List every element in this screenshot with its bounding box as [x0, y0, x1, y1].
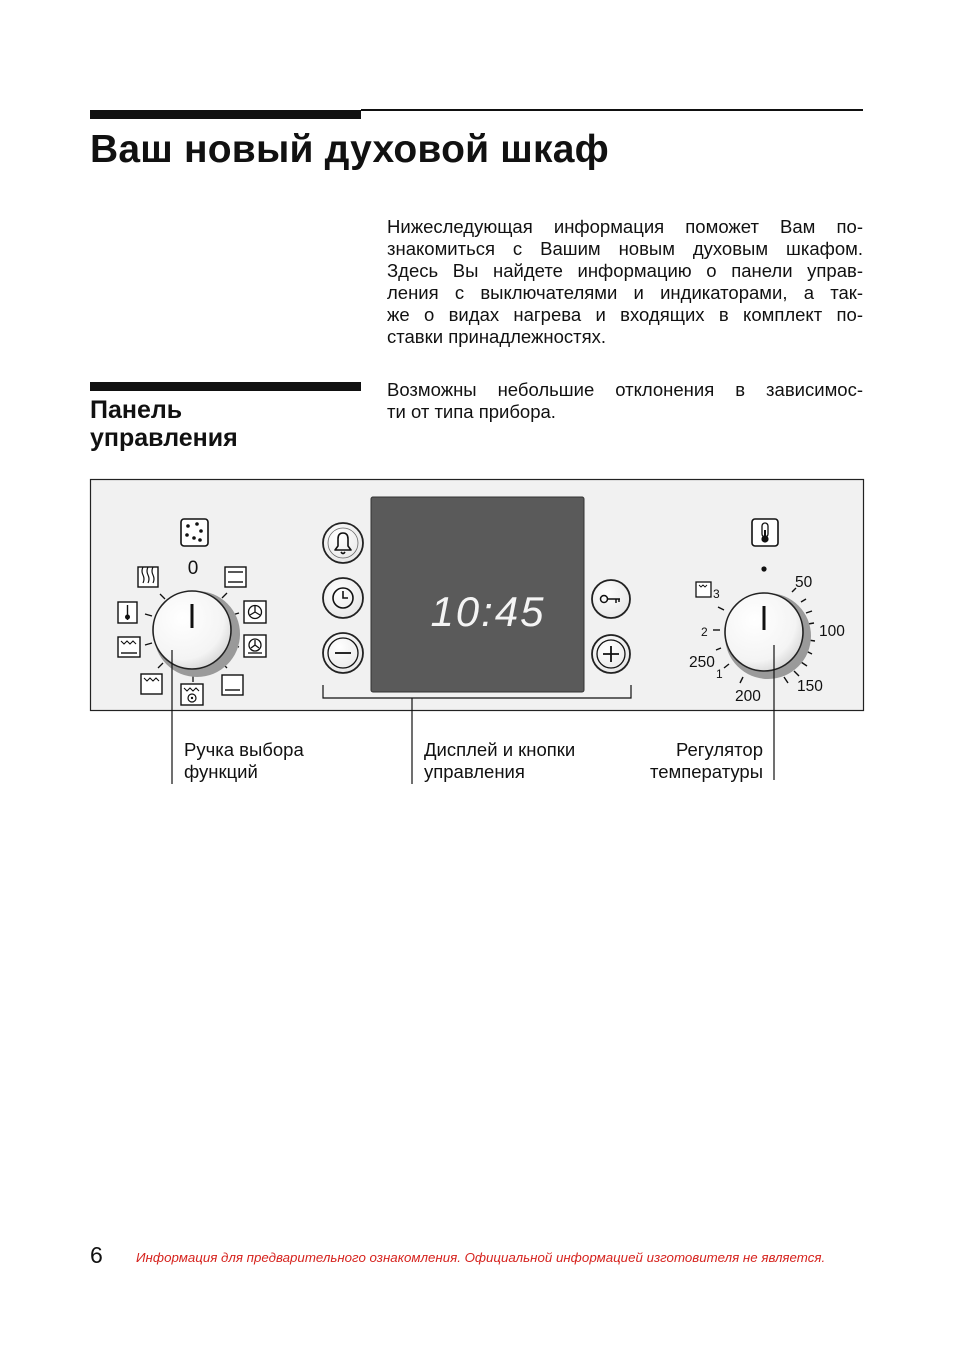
off-dot — [761, 566, 766, 571]
hot-air-icon — [244, 601, 266, 623]
temp-label-150: 150 — [797, 678, 823, 695]
grill-label-3: 3 — [713, 587, 720, 601]
intro-line: Нижеследующая информация поможет Вам по- — [387, 216, 863, 237]
key-lock-button[interactable] — [592, 580, 630, 618]
caption-line: Регулятор — [675, 739, 763, 760]
low-temp-icon — [118, 602, 137, 623]
caption-function-knob — [184, 739, 304, 783]
thermometer-icon — [752, 519, 778, 546]
defrost-icon — [138, 567, 158, 587]
disclaimer: Информация для предварительного ознакомления. Официальной информацией изготовителя не является. — [136, 1250, 826, 1265]
note-line: ти от типа прибора. — [387, 401, 556, 422]
temp-label-100: 100 — [819, 623, 845, 640]
bottom-element-icon — [222, 675, 243, 695]
grill-label-2: 2 — [701, 625, 708, 639]
plus-button[interactable] — [592, 635, 630, 673]
clock-button[interactable] — [323, 578, 363, 618]
grill-label-1: 1 — [716, 667, 723, 681]
temperature-knob[interactable] — [725, 593, 803, 671]
intro-line: знакомиться с Вашим новым духовым шкафом. — [387, 238, 863, 259]
hot-air-eco-icon — [244, 635, 266, 657]
caption-line: Ручка выбора — [184, 739, 304, 760]
caption-line: функций — [184, 761, 258, 782]
temp-label-200: 200 — [735, 688, 761, 705]
temp-label-50: 50 — [795, 574, 813, 591]
hot-air-3d-icon — [181, 519, 208, 546]
temp-label-250: 250 — [689, 654, 715, 671]
function-knob[interactable] — [153, 591, 231, 669]
bottom-heat-icon — [141, 674, 162, 694]
caption-display — [424, 739, 575, 783]
alarm-button[interactable] — [323, 523, 363, 563]
intro-line: же о видах нагрева и входящих в комплект по- — [387, 304, 863, 325]
page-number: 6 — [90, 1242, 103, 1268]
grill-fan-icon — [181, 684, 203, 705]
section-title-line: управления — [90, 424, 238, 452]
function-zero-label: 0 — [187, 558, 199, 579]
display-time: 10:45 — [430, 588, 546, 635]
section-title-line: Панель — [90, 396, 183, 424]
intro-line: Здесь Вы найдете информацию о панели управ- — [387, 260, 863, 281]
intro-line: ставки принадлежностях. — [387, 326, 607, 347]
caption-line: Дисплей и кнопки — [424, 739, 576, 760]
caption-line: температуры — [649, 761, 763, 782]
grill-level-icon — [696, 582, 711, 597]
top-bottom-heat-icon — [118, 637, 140, 657]
note-line: Возможны небольшие отклонения в зависимос- — [387, 379, 863, 400]
caption-temperature — [620, 739, 763, 783]
minus-button[interactable] — [323, 633, 363, 673]
caption-line: управления — [424, 761, 525, 782]
page-title: Ваш новый духовой шкаф — [90, 128, 609, 171]
intro-line: ления с выключателями и индикаторами, а так- — [387, 282, 863, 303]
top-heat-icon — [225, 567, 246, 587]
